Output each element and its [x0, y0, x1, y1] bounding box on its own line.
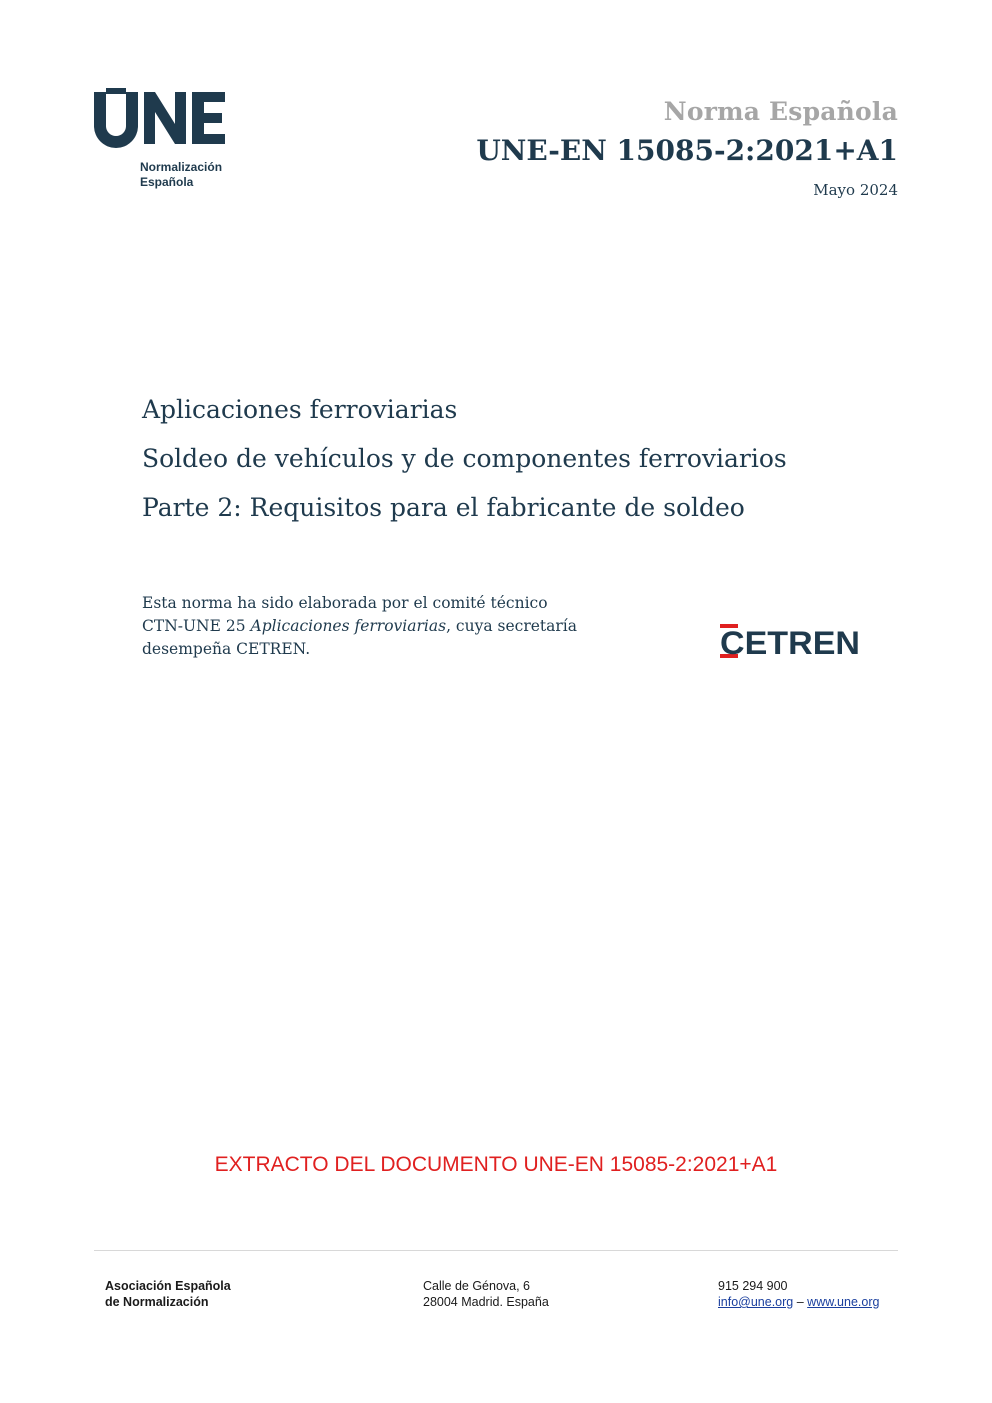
document-header	[438, 96, 898, 200]
title-line-3: Parte 2: Requisitos para el fabricante de soldeo	[142, 493, 745, 522]
title-line-2: Soldeo de vehículos y de componentes ferroviarios	[142, 444, 787, 473]
committee-line-1: Esta norma ha sido elaborada por el comité técnico	[142, 594, 548, 612]
committee-line-3: desempeña CETREN.	[142, 640, 311, 658]
committee-code: CTN-UNE 25	[142, 617, 251, 635]
committee-line-2-suffix: , cuya secretaría	[446, 617, 577, 635]
norma-label: Norma Española	[663, 97, 898, 126]
footer-address-line2: 28004 Madrid. España	[423, 1295, 549, 1309]
extract-notice: EXTRACTO DEL DOCUMENTO UNE-EN 15085-2:2021+A1	[214, 1153, 778, 1176]
footer-phone: 915 294 900	[718, 1279, 788, 1293]
publication-date: Mayo 2024	[813, 181, 898, 199]
committee-statement	[142, 592, 662, 661]
committee-name: Aplicaciones ferroviarias	[250, 617, 447, 635]
standard-code: UNE-EN 15085-2:2021+A1	[476, 134, 898, 167]
footer-address-line1: Calle de Génova, 6	[423, 1279, 531, 1293]
une-logo-mark	[92, 88, 232, 148]
website-link[interactable]: www.une.org	[807, 1295, 880, 1309]
cetren-logo	[720, 622, 862, 660]
footer-contact	[718, 1278, 879, 1310]
logo-subtitle-line1: Normalización	[140, 160, 223, 174]
email-link[interactable]: info@une.org	[718, 1295, 794, 1309]
une-logo	[92, 88, 232, 198]
logo-subtitle-line2: Española	[140, 175, 194, 189]
footer-organization	[105, 1278, 231, 1310]
footer-divider	[94, 1250, 898, 1251]
document-titles	[142, 385, 902, 532]
committee-line-2	[142, 615, 662, 638]
cetren-logo-text: CETREN	[720, 625, 860, 660]
footer-separator: –	[796, 1295, 804, 1309]
footer-org-line2: de Normalización	[105, 1295, 209, 1309]
title-line-1: Aplicaciones ferroviarias	[142, 395, 458, 424]
footer-org-line1: Asociación Española	[105, 1279, 231, 1293]
footer-links	[718, 1294, 879, 1310]
footer-address	[423, 1278, 549, 1310]
